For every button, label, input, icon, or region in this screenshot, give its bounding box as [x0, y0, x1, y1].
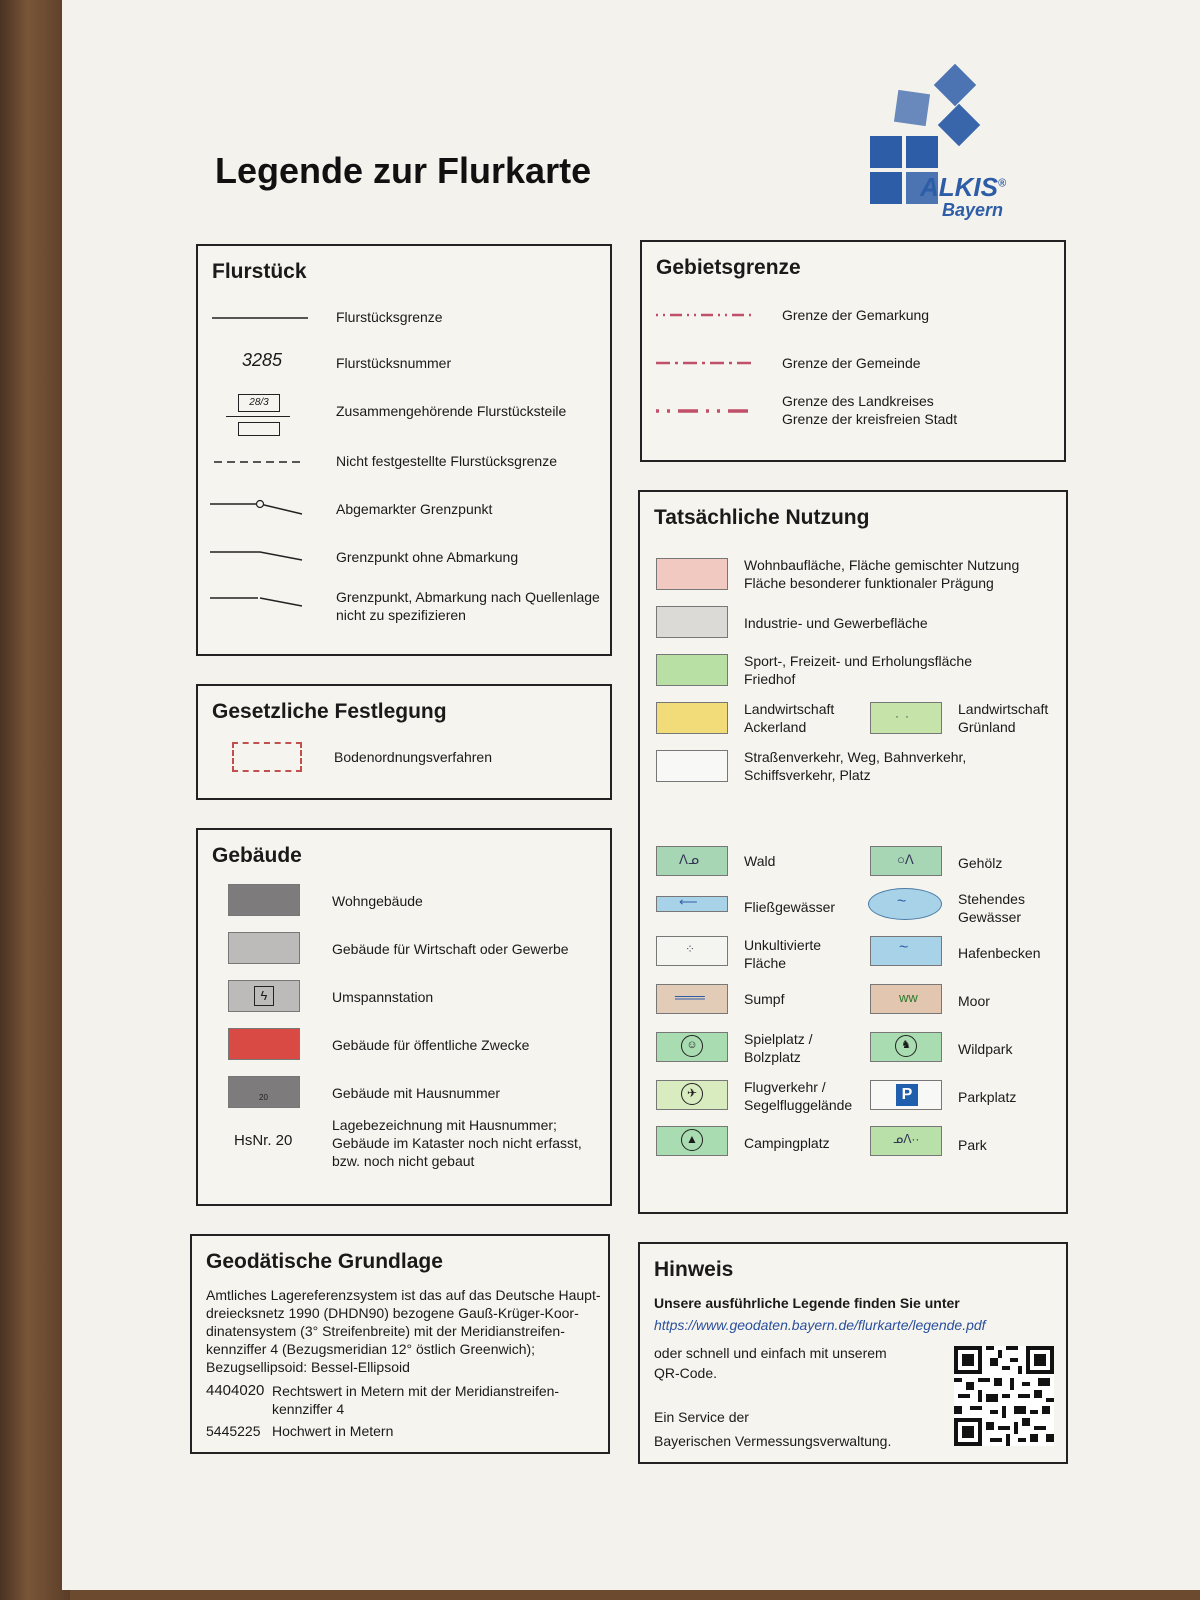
- legend-label: Grenze der Gemeinde: [782, 355, 921, 371]
- legend-label: Stehendes: [958, 891, 1025, 907]
- legend-label: Fläche besonderer funktionaler Prägung: [744, 575, 994, 591]
- tent-icon: ▲: [681, 1129, 703, 1151]
- legend-label: bzw. noch nicht gebaut: [332, 1153, 475, 1169]
- hinweis-bold-text: Unsere ausführliche Legende finden Sie unter: [654, 1295, 960, 1311]
- logo-square: [870, 136, 902, 168]
- wild-swatch: [870, 1032, 942, 1062]
- flug-swatch: [656, 1080, 728, 1110]
- legend-label: Landwirtschaft: [744, 701, 835, 717]
- legend-label: Gewässer: [958, 909, 1022, 925]
- numbered-building-swatch: [228, 1076, 300, 1108]
- legend-label: Grenzpunkt, Abmarkung nach Quellenlage: [336, 589, 600, 605]
- dot-pattern-icon: ··: [895, 709, 915, 723]
- public-building-swatch: [228, 1028, 300, 1060]
- logo-square: [934, 64, 976, 106]
- legend-label: Schiffsverkehr, Platz: [744, 767, 871, 783]
- legend-label: Straßenverkehr, Weg, Bahnverkehr,: [744, 749, 967, 765]
- gemarkung-line-symbol: [656, 312, 756, 318]
- legend-label: Gehölz: [958, 855, 1003, 871]
- legend-label: Fläche: [744, 955, 787, 971]
- legend-label: Sumpf: [744, 991, 785, 1007]
- house-number: 20: [259, 1093, 268, 1102]
- legend-label: Park: [958, 1137, 987, 1153]
- fraction-box: 28/3: [238, 394, 280, 412]
- substation-swatch: [228, 980, 300, 1012]
- legend-label: Grenze der kreisfreien Stadt: [782, 411, 958, 427]
- logo-region: Bayern: [942, 200, 1004, 220]
- wave-icon: ~: [897, 893, 907, 910]
- section-heading: Gebietsgrenze: [656, 256, 801, 279]
- parkplatz-swatch: [870, 1080, 942, 1110]
- gemeinde-line-symbol: [656, 360, 756, 366]
- section-heading: Gesetzliche Festlegung: [212, 700, 447, 723]
- hinweis-box: [638, 1242, 1068, 1464]
- legend-label: Unkultivierte: [744, 937, 822, 953]
- hsnr-sample: HsNr. 20: [234, 1132, 293, 1149]
- legend-label: Wohnbaufläche, Fläche gemischter Nutzung: [744, 557, 1020, 573]
- flurstueck-box: [196, 244, 612, 656]
- stehend-swatch: [868, 888, 942, 920]
- legend-label: Flugverkehr /: [744, 1079, 826, 1095]
- qr-code[interactable]: [954, 1346, 1054, 1446]
- wohn-swatch: [656, 558, 728, 590]
- service-text: Bayerischen Vermessungsverwaltung.: [654, 1433, 892, 1449]
- section-heading: Hinweis: [654, 1258, 734, 1281]
- wald-swatch: [656, 846, 728, 876]
- land-consolidation-symbol: [232, 742, 302, 772]
- marsh-icon: ═══: [675, 989, 705, 1005]
- alkis-logo: [880, 60, 1040, 230]
- logo-square: [938, 104, 980, 146]
- industrie-swatch: [656, 606, 728, 638]
- playground-icon: ☺: [681, 1035, 703, 1057]
- section-heading: Tatsächliche Nutzung: [654, 506, 870, 529]
- legend-label: Zusammengehörende Flurstücksteile: [336, 403, 567, 419]
- legend-label: Industrie- und Gewerbefläche: [744, 615, 928, 631]
- geodaetisch-box: [190, 1234, 610, 1454]
- logo-square: [906, 136, 938, 168]
- geodetic-line: kennziffer 4 (Bezugsmeridian 12° östlich Greenwich);: [206, 1341, 536, 1357]
- legend-label: Fließgewässer: [744, 899, 836, 915]
- legend-label: Gebäude mit Hausnummer: [332, 1085, 501, 1101]
- marked-point-symbol: [210, 498, 306, 518]
- legend-url-link[interactable]: https://www.geodaten.bayern.de/flurkarte/legende.pdf: [654, 1317, 986, 1333]
- boundary-line-symbol: [212, 316, 308, 320]
- legend-label: Umspannstation: [332, 989, 434, 1005]
- legend-label: Friedhof: [744, 671, 796, 687]
- logo-square: [894, 90, 930, 126]
- logo-square: [870, 172, 902, 204]
- legend-label: Campingplatz: [744, 1135, 830, 1151]
- legend-label: Grenzpunkt ohne Abmarkung: [336, 549, 519, 565]
- nutzung-box: [638, 490, 1068, 1214]
- commercial-building-swatch: [228, 932, 300, 964]
- legend-label: Abgemarkter Grenzpunkt: [336, 501, 493, 517]
- dashed-boundary-symbol: [214, 460, 304, 464]
- legend-label: Nicht festgestellte Flurstücksgrenze: [336, 453, 557, 469]
- geodetic-line: dreiecksnetz 1990 (DHDN90) bezogene Gauß-Krüger-Koor-: [206, 1305, 579, 1321]
- rechtswert-text: Rechtswert in Metern mit der Meridianstreifen-: [272, 1383, 560, 1399]
- legend-label: Grenze der Gemarkung: [782, 307, 930, 323]
- combined-parts-symbol: [226, 394, 290, 440]
- legend-label: Gebäude im Kataster noch nicht erfasst,: [332, 1135, 582, 1151]
- park-swatch: [870, 1126, 942, 1156]
- legend-label: Gebäude für Wirtschaft oder Gewerbe: [332, 941, 569, 957]
- hinweis-text: QR-Code.: [654, 1365, 718, 1381]
- legend-label: Spielplatz /: [744, 1031, 813, 1047]
- service-text: Ein Service der: [654, 1409, 749, 1425]
- acker-swatch: [656, 702, 728, 734]
- legend-label: Gebäude für öffentliche Zwecke: [332, 1037, 530, 1053]
- strasse-swatch: [656, 750, 728, 782]
- parcel-number-sample: 3285: [242, 350, 283, 370]
- legend-label: Wald: [744, 853, 776, 869]
- legend-label: Flurstücksnummer: [336, 355, 452, 371]
- legend-label: Wildpark: [958, 1041, 1013, 1057]
- wasteland-icon: ⁘: [685, 942, 696, 956]
- unmarked-point-symbol: [210, 546, 306, 566]
- section-heading: Flurstück: [212, 260, 307, 283]
- lightning-icon: ϟ: [254, 986, 274, 1006]
- rechtswert-value: 4404020: [206, 1382, 265, 1399]
- legend-label: Lagebezeichnung mit Hausnummer;: [332, 1117, 557, 1133]
- geodetic-line: Bezugsellipsoid: Bessel-Ellipsoid: [206, 1359, 410, 1375]
- rechtswert-text: kennziffer 4: [272, 1401, 345, 1417]
- fliess-swatch: [656, 896, 728, 912]
- legend-label: Grünland: [958, 719, 1016, 735]
- section-heading: Gebäude: [212, 844, 302, 867]
- sport-swatch: [656, 654, 728, 686]
- legend-label: Bolzplatz: [744, 1049, 801, 1065]
- landkreis-line-symbol: [656, 408, 756, 414]
- airplane-icon: ✈: [681, 1083, 703, 1105]
- wood-background: [0, 0, 70, 1600]
- legend-label: Ackerland: [744, 719, 807, 735]
- gruenland-swatch: [870, 702, 942, 734]
- legend-label: Sport-, Freizeit- und Erholungsfläche: [744, 653, 972, 669]
- hochwert-text: Hochwert in Metern: [272, 1423, 394, 1439]
- gesetzliche-box: [196, 684, 612, 800]
- legend-label: Landwirtschaft: [958, 701, 1049, 717]
- moor-swatch: [870, 984, 942, 1014]
- residential-building-swatch: [228, 884, 300, 916]
- gebaeude-box: [196, 828, 612, 1206]
- spiel-swatch: [656, 1032, 728, 1062]
- legend-label: Parkplatz: [958, 1089, 1017, 1105]
- section-heading: Geodätische Grundlage: [206, 1250, 443, 1273]
- deer-icon: ♞: [895, 1035, 917, 1057]
- legend-label: Moor: [958, 993, 990, 1009]
- legend-label: Bodenordnungsverfahren: [334, 749, 493, 765]
- park-tree-icon: ᓄᐱ··: [893, 1132, 920, 1146]
- hinweis-text: oder schnell und einfach mit unserem: [654, 1345, 887, 1361]
- page-title: Legende zur Flurkarte: [215, 150, 592, 191]
- legend-label: Flurstücksgrenze: [336, 309, 443, 325]
- legend-label: Grenze des Landkreises: [782, 393, 934, 409]
- legend-label: Wohngebäude: [332, 893, 423, 909]
- hochwert-value: 5445225: [206, 1423, 261, 1439]
- sumpf-swatch: [656, 984, 728, 1014]
- legend-label: Hafenbecken: [958, 945, 1041, 961]
- source-point-symbol: [210, 592, 306, 612]
- tree-icon: ᐱᓄ: [679, 852, 699, 867]
- camping-swatch: [656, 1126, 728, 1156]
- parking-icon: P: [896, 1084, 918, 1106]
- wave-icon: ~: [899, 939, 909, 956]
- gebietsgrenze-box: [640, 240, 1066, 462]
- logo-wordmark: ALKIS®: [920, 172, 1007, 202]
- shrub-icon: ○ᐱ: [897, 852, 914, 867]
- gehoelz-swatch: [870, 846, 942, 876]
- flow-arrow-icon: ⟵: [679, 894, 698, 909]
- grass-tuft-icon: ww: [899, 990, 918, 1005]
- hafen-swatch: [870, 936, 942, 966]
- geodetic-line: dinatensystem (3° Streifenbreite) mit der Meridianstreifen-: [206, 1323, 565, 1339]
- legend-label: Segelfluggelände: [744, 1097, 853, 1113]
- legend-label: nicht zu spezifizieren: [336, 607, 466, 623]
- geodetic-line: Amtliches Lagereferenzsystem ist das auf das Deutsche Haupt-: [206, 1287, 601, 1303]
- unkult-swatch: [656, 936, 728, 966]
